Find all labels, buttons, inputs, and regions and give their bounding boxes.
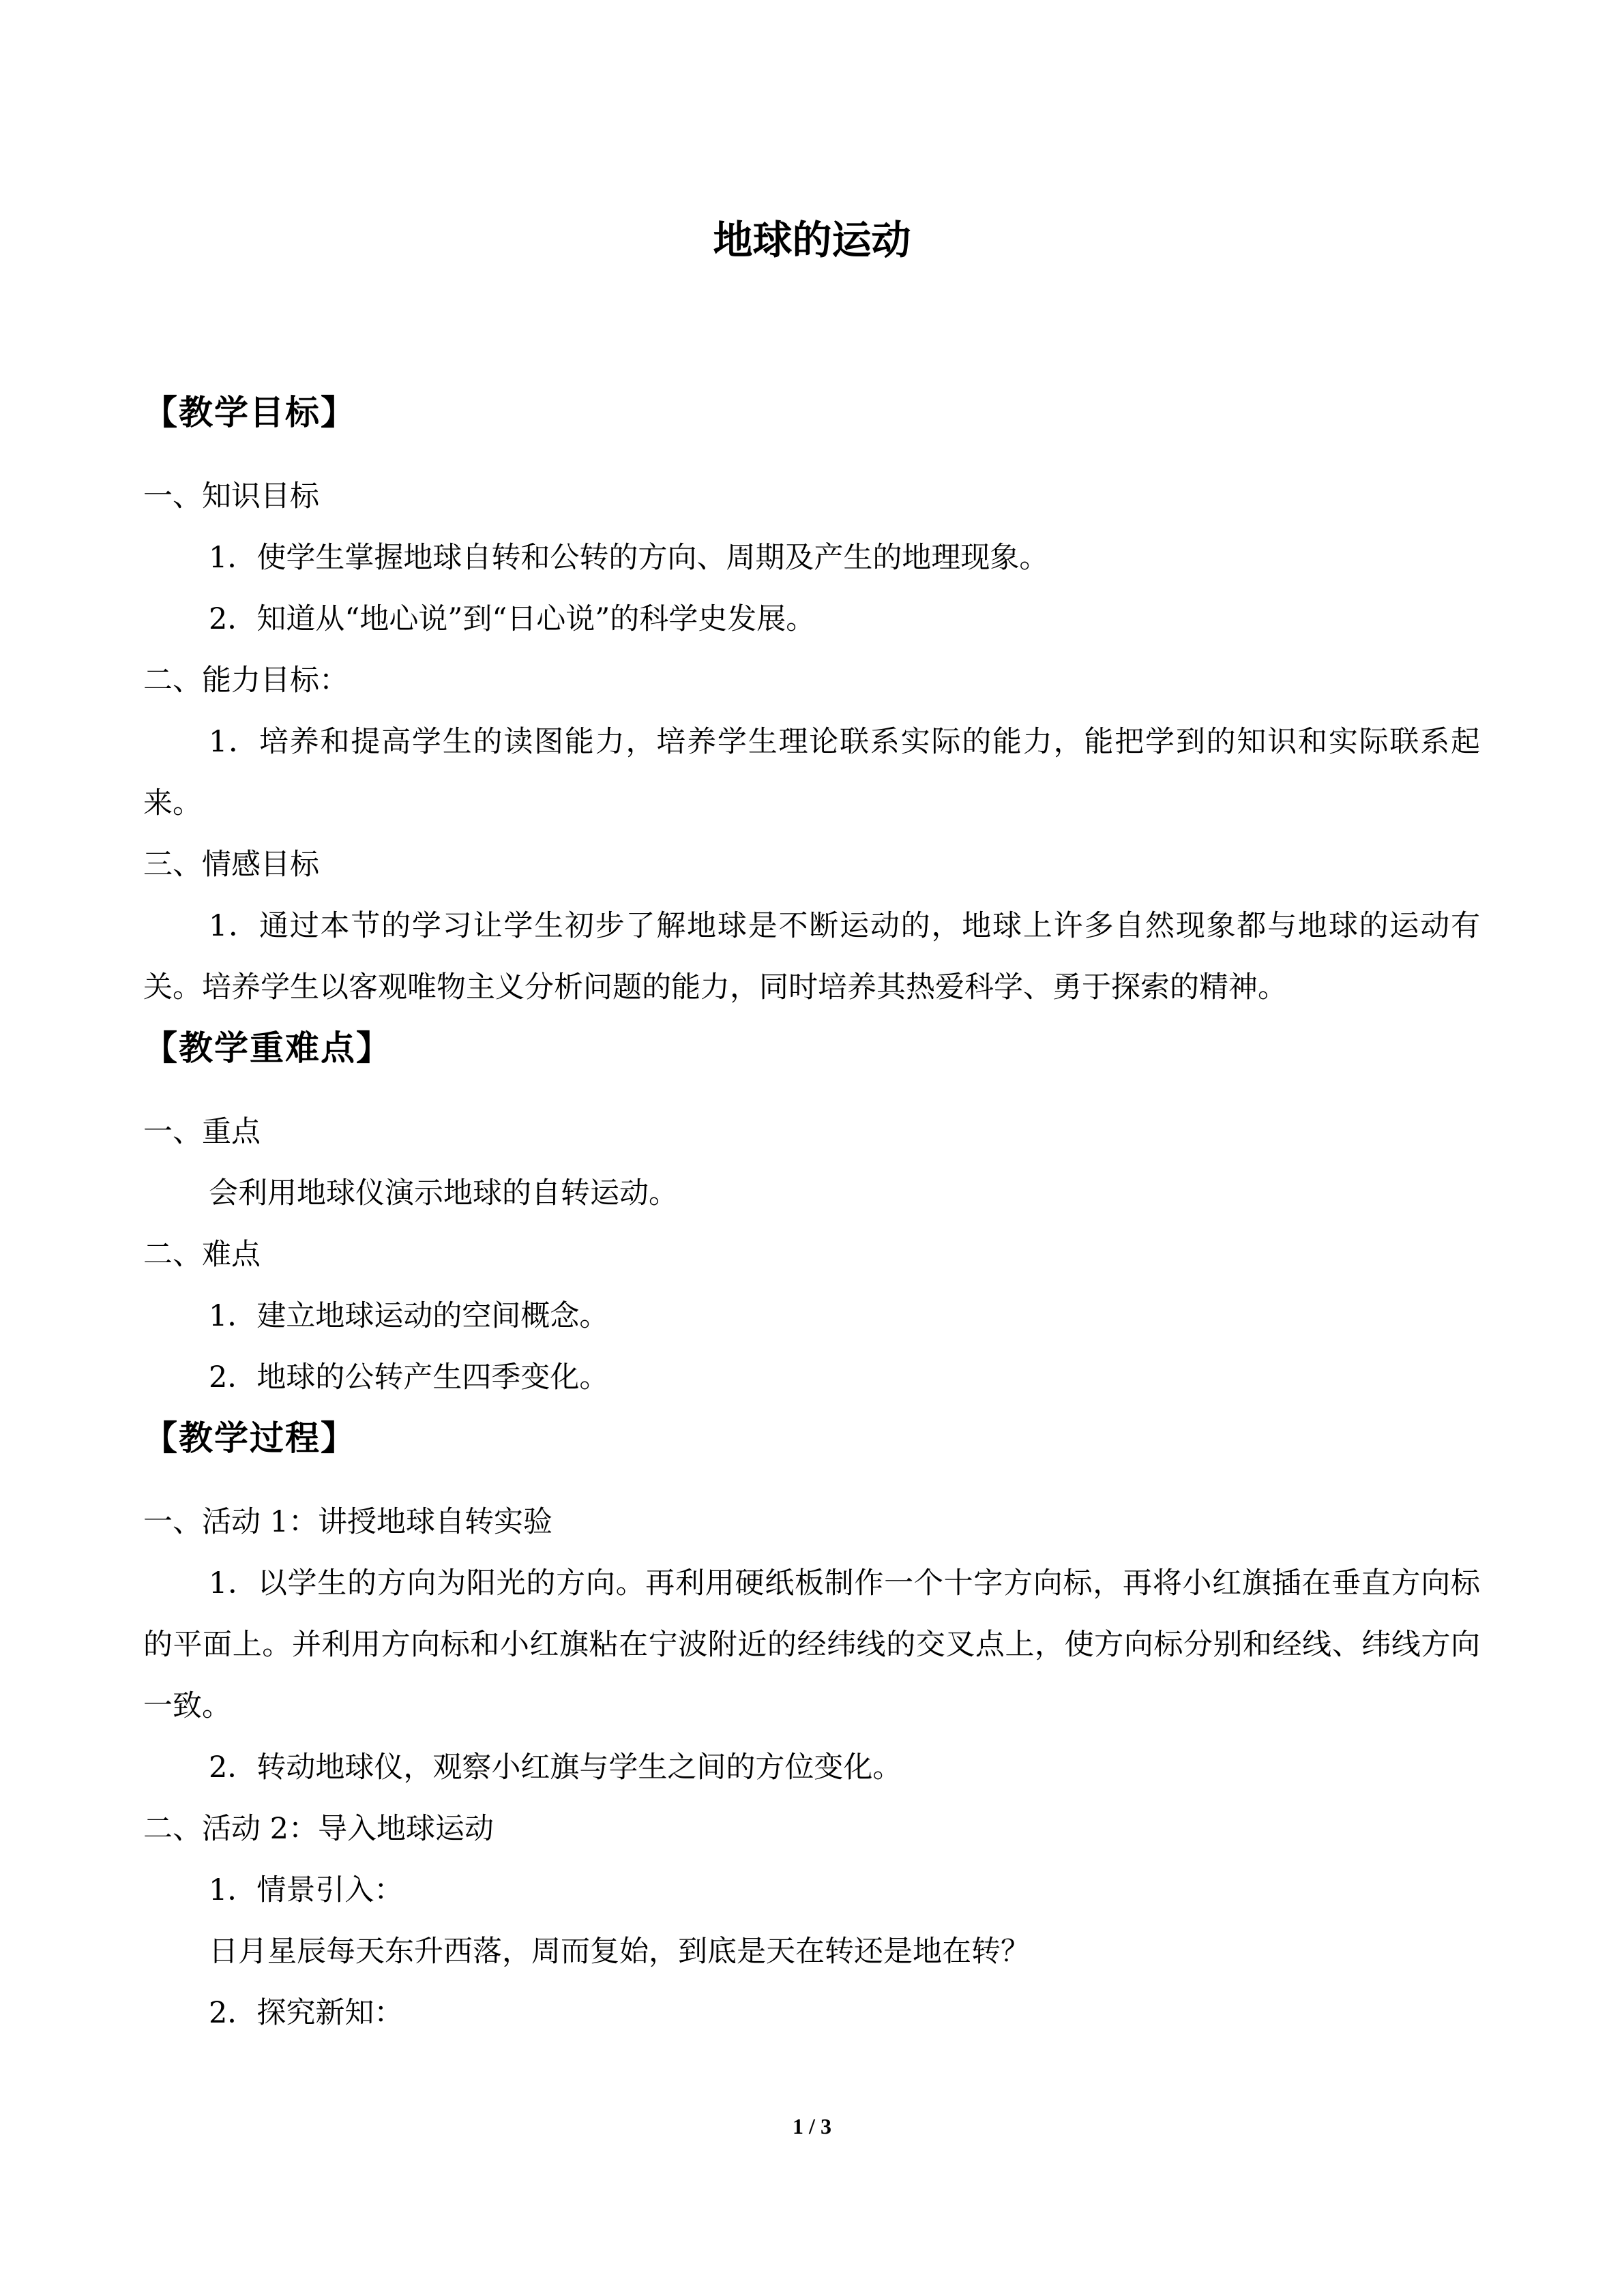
knowledge-objectives-label: 一、知识目标: [143, 479, 319, 513]
activity2-explore-label: 2．探究新知：: [209, 1996, 404, 2030]
page-title: 地球的运动: [713, 217, 911, 263]
emotion-objectives-label: 三、情感目标: [143, 848, 319, 882]
focus-text: 会利用地球仪演示地球的自转运动。: [209, 1176, 678, 1210]
activity2-intro-text: 日月星辰每天东升西落，周而复始，到底是天在转还是地在转？: [209, 1935, 1030, 1969]
key-points-heading: 【教学重难点】: [143, 1028, 392, 1068]
activity2-intro-label: 1．情景引入：: [209, 1873, 404, 1907]
ability-objectives-label: 二、能力目标：: [143, 664, 349, 698]
activity1-item: 1．以学生的方向为阳光的方向。再利用硬纸板制作一个十字方向标，再将小红旗插在垂直方向标的平面上。并利用方向标和小红旗粘在宁波附近的经纬线的交叉点上，使方向标分别和经线、纬线方向一致。: [143, 1566, 1480, 1723]
ability-objective-item: 1．培养和提高学生的读图能力，培养学生理论联系实际的能力，能把学到的知识和实际联系起来。: [143, 725, 1480, 820]
emotion-objective-item: 1．通过本节的学习让学生初步了解地球是不断运动的，地球上许多自然现象都与地球的运动有关。培养学生以客观唯物主义分析问题的能力，同时培养其热爱科学、勇于探索的精神。: [143, 909, 1480, 1004]
process-heading: 【教学过程】: [143, 1418, 356, 1458]
key-points-section: [143, 1021, 1480, 1408]
objectives-heading: 【教学目标】: [143, 393, 356, 432]
focus-label: 一、重点: [143, 1115, 261, 1149]
process-section: [143, 1411, 1480, 2044]
knowledge-objective-item: 1．使学生掌握地球自转和公转的方向、周期及产生的地理现象。: [209, 541, 1049, 575]
activity2-label: 二、活动 2：导入地球运动: [143, 1812, 494, 1846]
difficulty-item: 1．建立地球运动的空间概念。: [209, 1299, 609, 1333]
activity1-item: 2．转动地球仪，观察小红旗与学生之间的方位变化。: [209, 1750, 902, 1785]
document-body: [143, 385, 1480, 2044]
difficulty-label: 二、难点: [143, 1238, 261, 1272]
activity1-label: 一、活动 1：讲授地球自转实验: [143, 1505, 553, 1539]
knowledge-objective-item: 2．知道从“地心说”到“日心说”的科学史发展。: [209, 602, 816, 636]
page-number: 1 / 3: [793, 2114, 831, 2138]
objectives-section: [143, 385, 1480, 1018]
difficulty-item: 2．地球的公转产生四季变化。: [209, 1360, 609, 1395]
